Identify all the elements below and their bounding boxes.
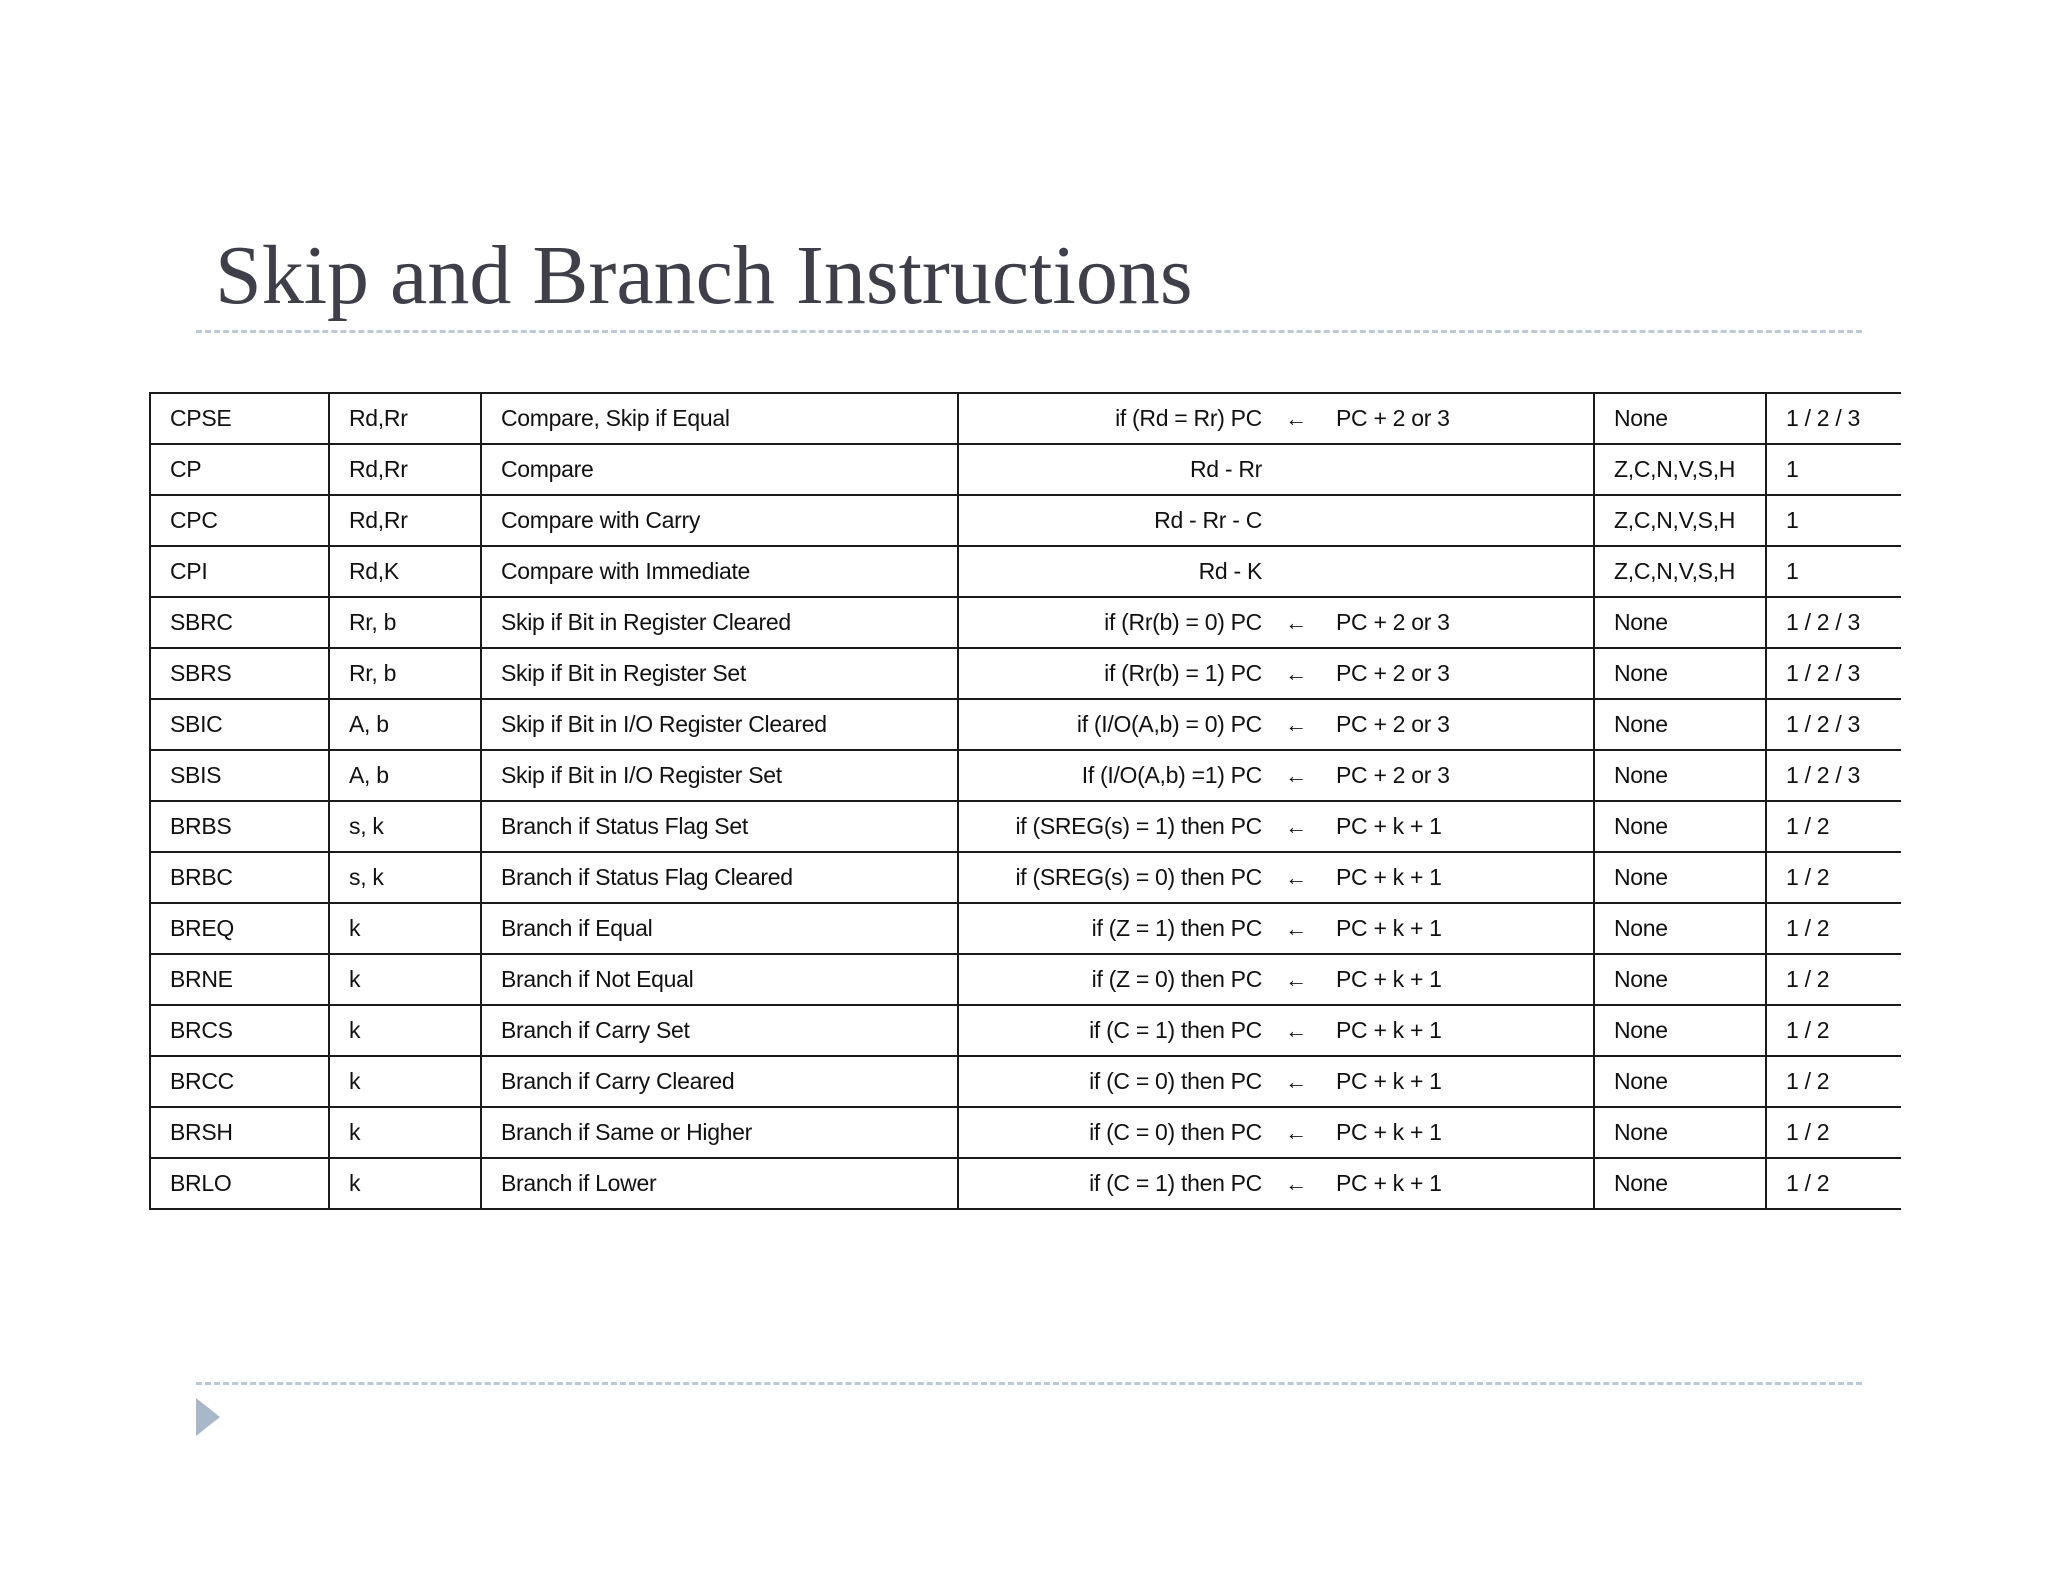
operands-cell: Rd,Rr [329, 393, 481, 444]
footer-divider [196, 1382, 1862, 1385]
operation-condition-cell: if (C = 1) then PC [958, 1005, 1268, 1056]
description-cell: Branch if Carry Set [481, 1005, 958, 1056]
clocks-cell: 1 / 2 [1766, 954, 1901, 1005]
flags-cell: None [1594, 801, 1766, 852]
clocks-cell: 1 [1766, 546, 1901, 597]
description-cell: Compare [481, 444, 958, 495]
mnemonic-cell: SBIC [150, 699, 329, 750]
description-cell: Branch if Same or Higher [481, 1107, 958, 1158]
mnemonic-cell: BRBC [150, 852, 329, 903]
description-cell: Skip if Bit in I/O Register Cleared [481, 699, 958, 750]
assign-arrow-cell: ← [1268, 597, 1324, 648]
operation-result-cell: PC + k + 1 [1324, 1056, 1594, 1107]
flags-cell: None [1594, 1056, 1766, 1107]
operands-cell: k [329, 954, 481, 1005]
operation-condition-cell: Rd - Rr - C [958, 495, 1268, 546]
flags-cell: None [1594, 903, 1766, 954]
slide-title: Skip and Branch Instructions [215, 229, 1193, 322]
operation-condition-cell: Rd - K [958, 546, 1268, 597]
operation-condition-cell: if (SREG(s) = 0) then PC [958, 852, 1268, 903]
clocks-cell: 1 / 2 [1766, 1056, 1901, 1107]
flags-cell: None [1594, 699, 1766, 750]
operation-result-cell: PC + k + 1 [1324, 801, 1594, 852]
flags-cell: None [1594, 1005, 1766, 1056]
operands-cell: Rd,Rr [329, 495, 481, 546]
description-cell: Compare with Carry [481, 495, 958, 546]
operation-result-cell: PC + k + 1 [1324, 1158, 1594, 1209]
assign-arrow-cell: ← [1268, 1107, 1324, 1158]
clocks-cell: 1 / 2 / 3 [1766, 597, 1901, 648]
instruction-table-container [149, 392, 1900, 1210]
operation-result-cell: PC + 2 or 3 [1324, 699, 1594, 750]
operation-result-cell: PC + k + 1 [1324, 852, 1594, 903]
mnemonic-cell: BREQ [150, 903, 329, 954]
clocks-cell: 1 / 2 [1766, 852, 1901, 903]
assign-arrow-cell: ← [1268, 1056, 1324, 1107]
table-row [150, 444, 1901, 495]
mnemonic-cell: CPC [150, 495, 329, 546]
table-row [150, 648, 1901, 699]
table-row [150, 801, 1901, 852]
operands-cell: Rr, b [329, 648, 481, 699]
table-row [150, 597, 1901, 648]
description-cell: Compare, Skip if Equal [481, 393, 958, 444]
table-row [150, 750, 1901, 801]
clocks-cell: 1 / 2 / 3 [1766, 393, 1901, 444]
description-cell: Branch if Status Flag Set [481, 801, 958, 852]
mnemonic-cell: BRBS [150, 801, 329, 852]
operation-condition-cell: if (C = 1) then PC [958, 1158, 1268, 1209]
operation-result-cell: PC + k + 1 [1324, 954, 1594, 1005]
operation-result-cell: PC + 2 or 3 [1324, 393, 1594, 444]
table-row [150, 1005, 1901, 1056]
operation-result-cell: PC + 2 or 3 [1324, 750, 1594, 801]
assign-arrow-cell: ← [1268, 1005, 1324, 1056]
description-cell: Compare with Immediate [481, 546, 958, 597]
flags-cell: Z,C,N,V,S,H [1594, 495, 1766, 546]
table-row [150, 954, 1901, 1005]
operation-result-cell: PC + 2 or 3 [1324, 648, 1594, 699]
description-cell: Skip if Bit in I/O Register Set [481, 750, 958, 801]
assign-arrow-cell: ← [1268, 852, 1324, 903]
assign-arrow-cell [1268, 444, 1324, 495]
operation-condition-cell: if (SREG(s) = 1) then PC [958, 801, 1268, 852]
operation-condition-cell: if (Z = 0) then PC [958, 954, 1268, 1005]
table-row [150, 1107, 1901, 1158]
clocks-cell: 1 / 2 / 3 [1766, 648, 1901, 699]
operation-condition-cell: Rd - Rr [958, 444, 1268, 495]
flags-cell: None [1594, 393, 1766, 444]
title-divider [196, 330, 1862, 333]
mnemonic-cell: BRLO [150, 1158, 329, 1209]
operation-result-cell [1324, 444, 1594, 495]
description-cell: Branch if Status Flag Cleared [481, 852, 958, 903]
mnemonic-cell: BRCS [150, 1005, 329, 1056]
mnemonic-cell: CP [150, 444, 329, 495]
clocks-cell: 1 / 2 [1766, 1005, 1901, 1056]
flags-cell: None [1594, 1107, 1766, 1158]
mnemonic-cell: BRNE [150, 954, 329, 1005]
flags-cell: Z,C,N,V,S,H [1594, 444, 1766, 495]
operation-condition-cell: if (Rr(b) = 1) PC [958, 648, 1268, 699]
flags-cell: None [1594, 648, 1766, 699]
mnemonic-cell: SBIS [150, 750, 329, 801]
mnemonic-cell: SBRC [150, 597, 329, 648]
assign-arrow-cell: ← [1268, 903, 1324, 954]
flags-cell: None [1594, 954, 1766, 1005]
mnemonic-cell: CPSE [150, 393, 329, 444]
table-row [150, 495, 1901, 546]
operands-cell: s, k [329, 852, 481, 903]
clocks-cell: 1 / 2 [1766, 1107, 1901, 1158]
operation-result-cell: PC + k + 1 [1324, 903, 1594, 954]
assign-arrow-cell [1268, 495, 1324, 546]
operation-condition-cell: if (Rr(b) = 0) PC [958, 597, 1268, 648]
mnemonic-cell: BRSH [150, 1107, 329, 1158]
clocks-cell: 1 [1766, 444, 1901, 495]
assign-arrow-cell: ← [1268, 954, 1324, 1005]
operation-result-cell [1324, 546, 1594, 597]
operands-cell: k [329, 903, 481, 954]
assign-arrow-cell: ← [1268, 699, 1324, 750]
operation-result-cell: PC + 2 or 3 [1324, 597, 1594, 648]
table-row [150, 546, 1901, 597]
operands-cell: s, k [329, 801, 481, 852]
assign-arrow-cell: ← [1268, 750, 1324, 801]
description-cell: Skip if Bit in Register Set [481, 648, 958, 699]
operands-cell: A, b [329, 699, 481, 750]
flags-cell: Z,C,N,V,S,H [1594, 546, 1766, 597]
operands-cell: k [329, 1158, 481, 1209]
operation-result-cell [1324, 495, 1594, 546]
operands-cell: k [329, 1005, 481, 1056]
operation-result-cell: PC + k + 1 [1324, 1107, 1594, 1158]
clocks-cell: 1 [1766, 495, 1901, 546]
description-cell: Skip if Bit in Register Cleared [481, 597, 958, 648]
clocks-cell: 1 / 2 [1766, 903, 1901, 954]
mnemonic-cell: BRCC [150, 1056, 329, 1107]
table-row [150, 903, 1901, 954]
mnemonic-cell: SBRS [150, 648, 329, 699]
flags-cell: None [1594, 597, 1766, 648]
table-row [150, 1158, 1901, 1209]
assign-arrow-cell: ← [1268, 648, 1324, 699]
operation-condition-cell: if (Z = 1) then PC [958, 903, 1268, 954]
clocks-cell: 1 / 2 [1766, 1158, 1901, 1209]
table-row [150, 1056, 1901, 1107]
operation-condition-cell: if (C = 0) then PC [958, 1056, 1268, 1107]
operation-condition-cell: If (I/O(A,b) =1) PC [958, 750, 1268, 801]
operation-condition-cell: if (Rd = Rr) PC [958, 393, 1268, 444]
table-row [150, 393, 1901, 444]
description-cell: Branch if Not Equal [481, 954, 958, 1005]
description-cell: Branch if Lower [481, 1158, 958, 1209]
operands-cell: Rd,K [329, 546, 481, 597]
flags-cell: None [1594, 852, 1766, 903]
description-cell: Branch if Equal [481, 903, 958, 954]
table-row [150, 852, 1901, 903]
operands-cell: A, b [329, 750, 481, 801]
flags-cell: None [1594, 1158, 1766, 1209]
mnemonic-cell: CPI [150, 546, 329, 597]
instruction-table-body [150, 393, 1901, 1209]
operation-condition-cell: if (C = 0) then PC [958, 1107, 1268, 1158]
assign-arrow-cell: ← [1268, 801, 1324, 852]
description-cell: Branch if Carry Cleared [481, 1056, 958, 1107]
flags-cell: None [1594, 750, 1766, 801]
operands-cell: k [329, 1056, 481, 1107]
operands-cell: Rr, b [329, 597, 481, 648]
assign-arrow-cell [1268, 546, 1324, 597]
clocks-cell: 1 / 2 / 3 [1766, 750, 1901, 801]
operands-cell: k [329, 1107, 481, 1158]
assign-arrow-cell: ← [1268, 393, 1324, 444]
assign-arrow-cell: ← [1268, 1158, 1324, 1209]
clocks-cell: 1 / 2 [1766, 801, 1901, 852]
operands-cell: Rd,Rr [329, 444, 481, 495]
slide-triangle-marker-icon [196, 1398, 220, 1436]
instruction-table [149, 392, 1901, 1210]
operation-condition-cell: if (I/O(A,b) = 0) PC [958, 699, 1268, 750]
table-row [150, 699, 1901, 750]
clocks-cell: 1 / 2 / 3 [1766, 699, 1901, 750]
operation-result-cell: PC + k + 1 [1324, 1005, 1594, 1056]
